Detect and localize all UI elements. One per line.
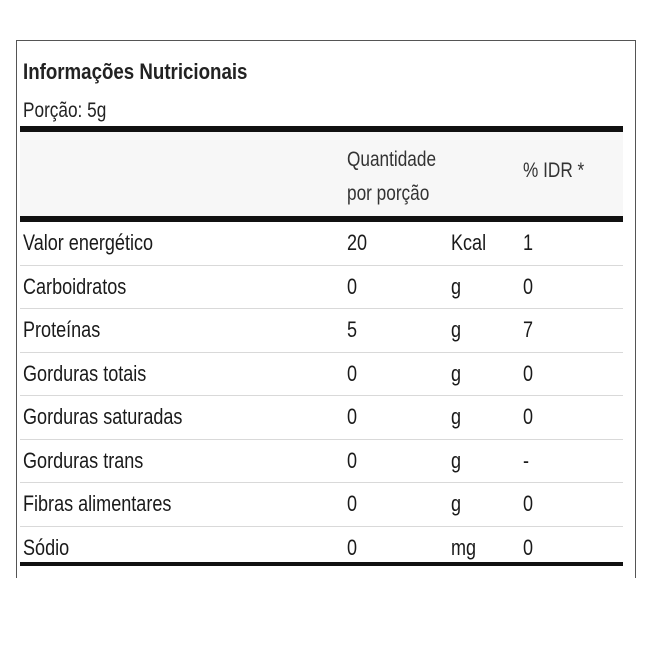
table-row <box>20 483 623 527</box>
table-row <box>20 353 623 397</box>
nutrient-idr: 7 <box>523 317 534 342</box>
nutrient-rows <box>20 222 623 569</box>
nutrient-unit: g <box>451 404 462 429</box>
nutrient-quantity: 0 <box>347 360 358 386</box>
nutrient-name: Gorduras saturadas <box>23 404 183 429</box>
nutrient-name: Gorduras totais <box>23 360 147 386</box>
nutrient-unit: g <box>451 273 462 299</box>
nutrient-name: Proteínas <box>23 317 101 342</box>
bottom-divider <box>20 562 623 566</box>
nutrient-idr: 0 <box>523 360 534 386</box>
nutrient-unit: Kcal <box>451 230 487 255</box>
table-row <box>20 396 623 440</box>
nutrient-quantity: 0 <box>347 491 358 516</box>
table-row <box>20 309 623 353</box>
nutrient-name: Valor energético <box>23 230 154 255</box>
nutrient-idr: - <box>523 447 530 473</box>
nutrient-idr: 0 <box>523 273 534 299</box>
nutrient-quantity: 0 <box>347 404 358 429</box>
nutrient-idr: 0 <box>523 491 534 516</box>
nutrition-facts-panel <box>16 40 636 578</box>
nutrient-idr: 0 <box>523 534 534 560</box>
table-row <box>20 440 623 484</box>
quantity-column-header <box>347 143 436 211</box>
nutrient-unit: g <box>451 317 462 342</box>
nutrient-name: Carboidratos <box>23 273 127 299</box>
nutrient-idr: 0 <box>523 404 534 429</box>
nutrient-quantity: 0 <box>347 534 358 560</box>
quantity-header-line2: por porção <box>347 182 430 205</box>
nutrient-quantity: 5 <box>347 317 358 342</box>
nutrient-idr: 1 <box>523 230 534 255</box>
idr-column-header: % IDR * <box>523 159 585 182</box>
nutrient-name: Sódio <box>23 534 70 560</box>
table-row <box>20 222 623 266</box>
nutrient-name: Gorduras trans <box>23 447 144 473</box>
nutrient-unit: g <box>451 447 462 473</box>
nutrient-quantity: 0 <box>347 447 358 473</box>
nutrient-quantity: 20 <box>347 230 368 255</box>
portion-size: Porção: 5g <box>23 99 107 122</box>
nutrient-quantity: 0 <box>347 273 358 299</box>
table-row <box>20 266 623 310</box>
quantity-header-line1: Quantidade <box>347 148 437 171</box>
nutrient-unit: mg <box>451 534 477 560</box>
nutrient-unit: g <box>451 491 462 516</box>
nutrient-name: Fibras alimentares <box>23 491 172 516</box>
nutrient-unit: g <box>451 360 462 386</box>
label-title: Informações Nutricionais <box>23 59 248 84</box>
